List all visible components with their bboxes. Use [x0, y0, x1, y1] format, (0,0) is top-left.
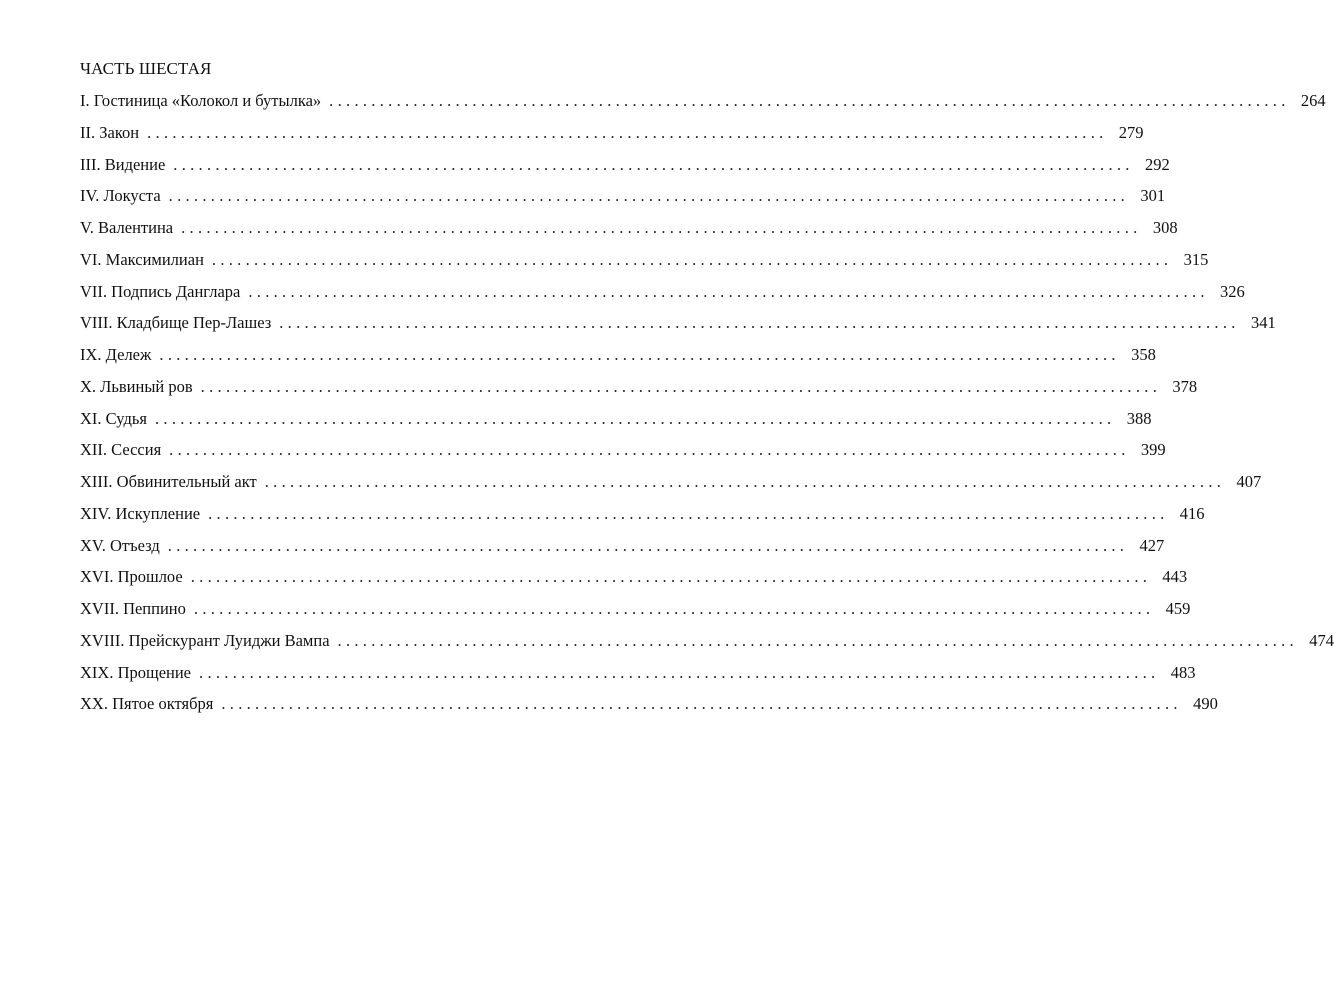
toc-entry — [80, 122, 1144, 154]
toc-entry-page-number: 264 — [1300, 91, 1326, 110]
toc-entry — [80, 566, 1188, 598]
dot-leader: .................................................................................................................. — [154, 408, 1116, 428]
toc-entry-title: XII. Сессия — [80, 440, 162, 460]
toc-entry — [80, 408, 1152, 440]
dot-leader: .................................................................................................................. — [193, 599, 1155, 618]
dot-leader: .................................................................................................................. — [199, 662, 1160, 682]
toc-entry — [80, 535, 1165, 567]
toc-entry — [80, 471, 1262, 503]
dot-leader: .................................................................................................................. — [211, 249, 1173, 269]
toc-entry — [80, 598, 1191, 630]
dot-leader: .................................................................................................................. — [337, 630, 1298, 650]
toc-entry-title: XVII. Пеппино — [80, 599, 186, 618]
toc-entry-page-number: 279 — [1118, 122, 1144, 142]
dot-leader: .................................................................................................................. — [248, 281, 1209, 301]
toc-entry — [80, 376, 1198, 408]
toc-entry-page-number: 474 — [1309, 630, 1334, 650]
toc-entry-page-number: 416 — [1179, 503, 1205, 523]
dot-leader: .................................................................................................................. — [264, 472, 1226, 491]
toc-entry-title: VI. Максимилиан — [80, 249, 204, 269]
part-title: ЧАСТЬ ШЕСТАЯ — [80, 59, 212, 78]
dot-leader: .................................................................................................................. — [159, 345, 1120, 364]
toc-entry-page-number: 358 — [1131, 345, 1156, 364]
toc-entry — [80, 281, 1245, 313]
toc-entry-title: XV. Отъезд — [80, 535, 160, 555]
toc-list — [80, 90, 1334, 725]
toc-entry-title: III. Видение — [80, 154, 166, 174]
toc-entry-page-number: 301 — [1140, 186, 1166, 206]
dot-leader: .................................................................................................................. — [190, 567, 1152, 587]
toc-entry-page-number: 459 — [1165, 599, 1191, 618]
toc-entry-title: VIII. Кладбище Пер-Лашез — [80, 313, 272, 333]
dot-leader: .................................................................................................................. — [329, 91, 1290, 110]
toc-entry — [80, 503, 1205, 535]
dot-leader: .................................................................................................................. — [168, 186, 1130, 206]
toc-entry — [80, 185, 1166, 217]
toc-entry-title: II. Закон — [80, 122, 140, 142]
toc-entry-page-number: 315 — [1183, 249, 1209, 269]
dot-leader: .................................................................................................................. — [147, 122, 1108, 142]
dot-leader: .................................................................................................................. — [181, 218, 1142, 237]
dot-leader: .................................................................................................................. — [169, 440, 1130, 460]
toc-entry — [80, 249, 1209, 281]
toc-entry — [80, 693, 1218, 725]
dot-leader: .................................................................................................................. — [221, 694, 1182, 714]
toc-entry-page-number: 399 — [1140, 440, 1166, 460]
toc-entry-title: XVI. Прошлое — [80, 567, 183, 587]
toc-entry-title: XVIII. Прейскурант Луиджи Вампа — [80, 630, 330, 650]
toc-entry — [80, 154, 1170, 186]
toc-entry-title: IX. Дележ — [80, 345, 152, 364]
toc-entry-title: I. Гостиница «Колокол и бутылка» — [80, 91, 322, 110]
toc-entry-page-number: 483 — [1170, 662, 1196, 682]
toc-entry-page-number: 308 — [1152, 218, 1178, 237]
toc-entry-page-number: 341 — [1250, 313, 1276, 333]
toc-entry-page-number: 292 — [1144, 154, 1170, 174]
toc-entry-page-number: 326 — [1220, 281, 1245, 301]
toc-entry-title: XI. Судья — [80, 408, 147, 428]
toc-entry — [80, 630, 1334, 662]
table-of-contents-page — [80, 58, 1334, 725]
toc-entry — [80, 217, 1178, 249]
toc-entry — [80, 312, 1276, 344]
toc-entry — [80, 662, 1196, 694]
toc-entry-page-number: 407 — [1236, 472, 1262, 491]
dot-leader: .................................................................................................................. — [279, 313, 1240, 333]
toc-entry-page-number: 443 — [1162, 567, 1188, 587]
toc-entry-title: XX. Пятое октября — [80, 694, 214, 714]
toc-entry-title: XIX. Прощение — [80, 662, 192, 682]
toc-entry-page-number: 490 — [1193, 694, 1218, 714]
toc-entry — [80, 90, 1326, 122]
toc-entry-title: V. Валентина — [80, 218, 174, 237]
dot-leader: .................................................................................................................. — [173, 154, 1134, 174]
dot-leader: .................................................................................................................. — [167, 535, 1129, 555]
toc-entry-page-number: 427 — [1139, 535, 1165, 555]
toc-entry-title: XIV. Искупление — [80, 503, 201, 523]
toc-entry-title: XIII. Обвинительный акт — [80, 472, 257, 491]
toc-entry — [80, 439, 1166, 471]
dot-leader: .................................................................................................................. — [200, 376, 1162, 396]
toc-entry-page-number: 388 — [1126, 408, 1152, 428]
toc-entry-title: IV. Локуста — [80, 186, 161, 206]
toc-entry — [80, 344, 1156, 376]
toc-entry-page-number: 378 — [1172, 376, 1198, 396]
toc-entry-title: VII. Подпись Данглара — [80, 281, 241, 301]
toc-entry-title: X. Львиный ров — [80, 376, 193, 396]
dot-leader: .................................................................................................................. — [208, 503, 1169, 523]
